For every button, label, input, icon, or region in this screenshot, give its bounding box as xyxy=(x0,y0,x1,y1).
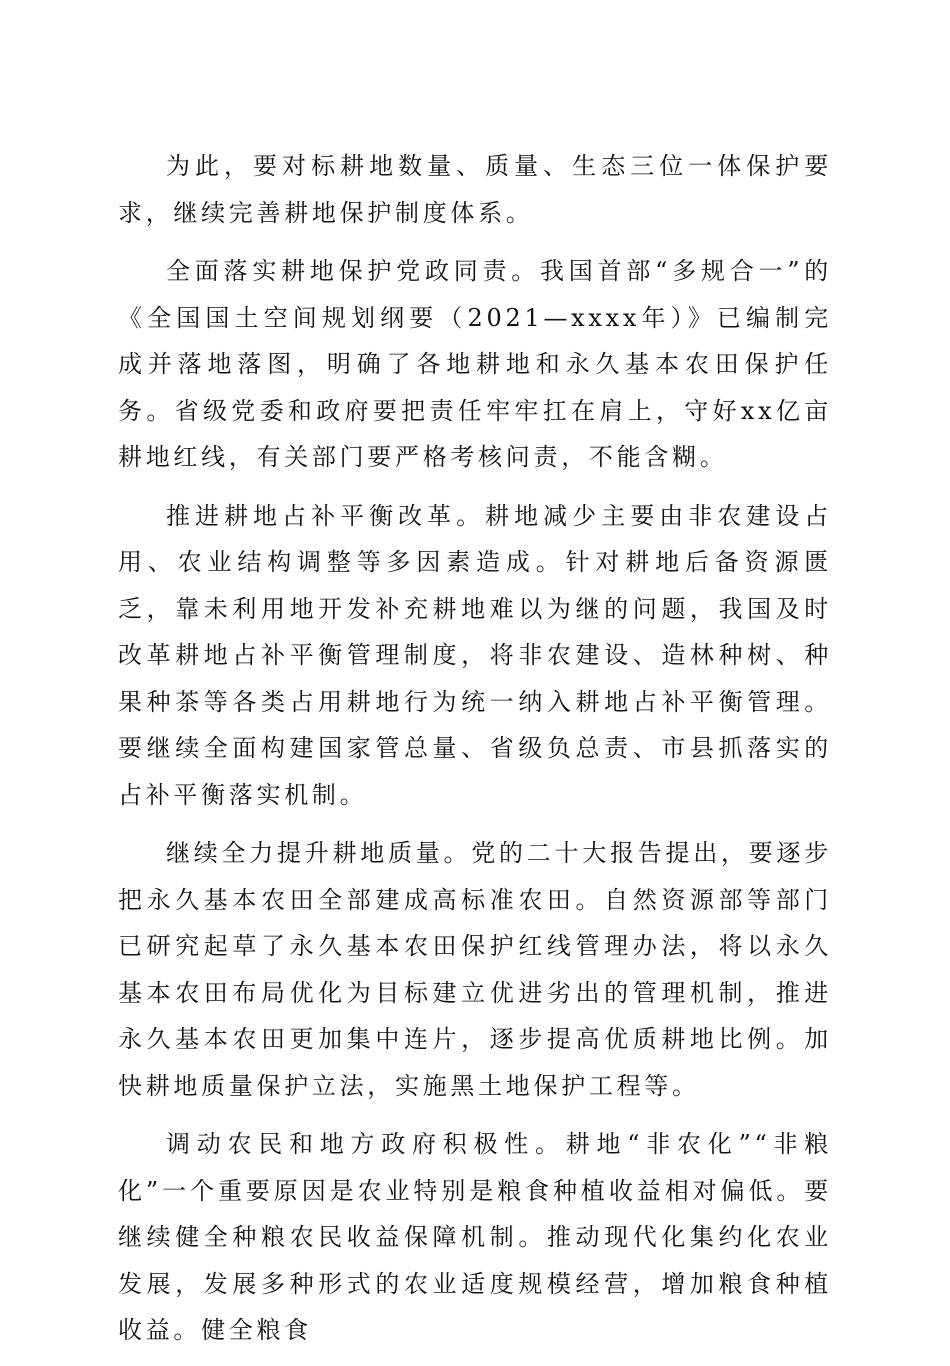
paragraph-incentives: 调动农民和地方政府积极性。耕地“非农化”“非粮化”一个重要原因是农业特别是粮食种植收益相对偏低。要继续健全种粮农民收益保障机制。推动现代化集约化农业发展，发展多种形式的农业适度规模经营，增加粮食种植收益。健全粮食 xyxy=(118,1130,832,1344)
document-body xyxy=(118,143,832,1366)
paragraph-balance-reform: 推进耕地占补平衡改革。耕地减少主要由非农建设占用、农业结构调整等多因素造成。针对耕地后备资源匮乏，靠未利用地开发补充耕地难以为继的问题，我国及时改革耕地占补平衡管理制度，将非农建设、造林种树、种果种茶等各类占用耕地行为统一纳入耕地占补平衡管理。要继续全面构建国家管总量、省级负总责、市县抓落实的占补平衡落实机制。 xyxy=(118,501,832,809)
paragraph-quality-improvement: 继续全力提升耕地质量。党的二十大报告提出，要逐步把永久基本农田全部建成高标准农田。自然资源部等部门已研究起草了永久基本农田保护红线管理办法，将以永久基本农田布局优化为目标建立优进劣出的管理机制，推进永久基本农田更加集中连片，逐步提高优质耕地比例。加快耕地质量保护立法，实施黑土地保护工程等。 xyxy=(118,839,832,1100)
paragraph-party-responsibility: 全面落实耕地保护党政同责。我国首部“多规合一”的《全国国土空间规划纲要（2021—xxxx年）》已编制完成并落地落图，明确了各地耕地和永久基本农田保护任务。省级党委和政府要把责任牢牢扛在肩上，守好xx亿亩耕地红线，有关部门要严格考核问责，不能含糊。 xyxy=(118,257,832,471)
paragraph-intro: 为此，要对标耕地数量、质量、生态三位一体保护要求，继续完善耕地保护制度体系。 xyxy=(118,152,832,227)
